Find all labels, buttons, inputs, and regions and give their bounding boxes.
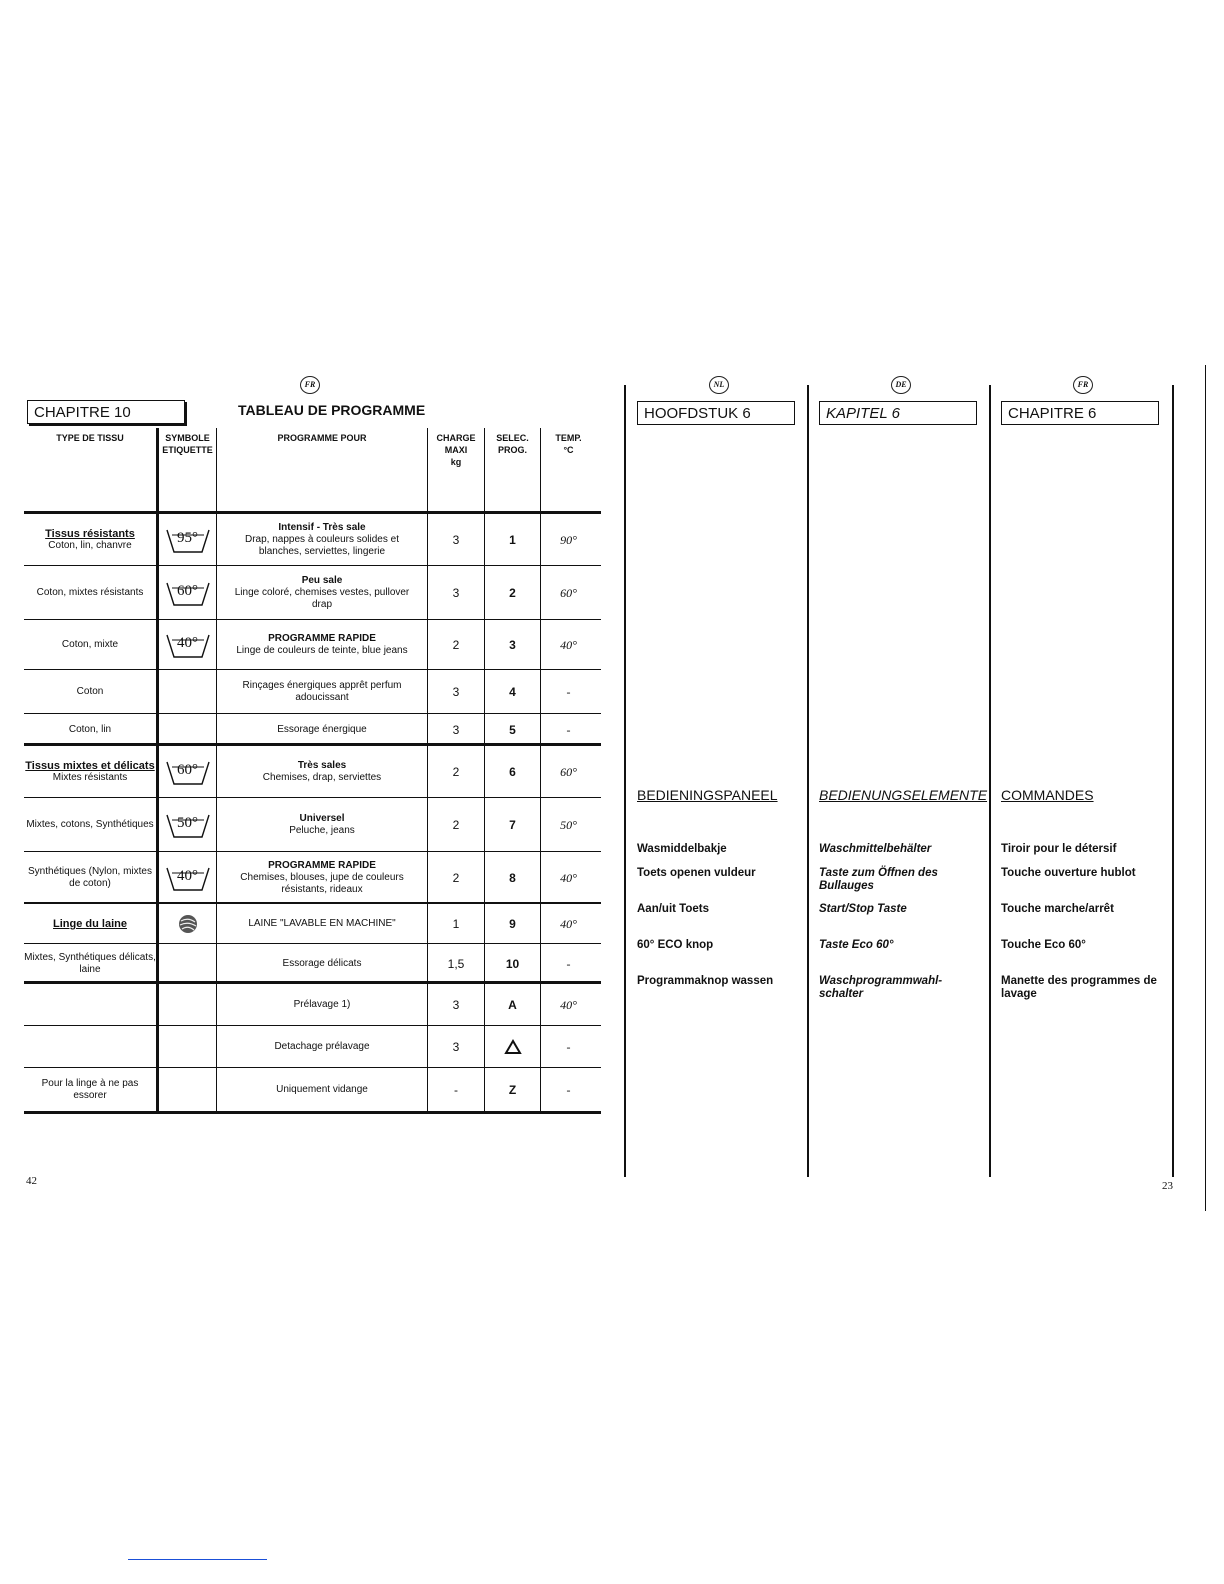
cell-temperature: - <box>566 957 571 971</box>
cell-care-symbol <box>159 746 216 798</box>
cell-programme <box>217 566 427 620</box>
control-item: Start/Stop Taste <box>819 903 907 915</box>
programme-description: Linge coloré, chemises vestes, pullover drap <box>234 587 410 610</box>
programme-description: Rinçages énergiques apprêt perfum adoucissant <box>242 680 402 703</box>
cell-temperature: 60° <box>560 765 577 779</box>
control-item: Taste zum Öffnen des Bullauges <box>819 867 938 892</box>
column-divider <box>1172 385 1174 1177</box>
cell-selector: A <box>508 998 517 1012</box>
fabric-type-text: Coton, mixte <box>61 639 119 650</box>
programme-title: Très sales <box>297 760 347 771</box>
programme-title: Intensif - Très sale <box>278 522 366 533</box>
control-item: Touche ouverture hublot <box>1001 867 1136 879</box>
cell-programme <box>217 798 427 852</box>
programme-title: PROGRAMME RAPIDE <box>268 633 376 644</box>
fabric-type-text: Coton, lin <box>68 724 112 735</box>
column-divider <box>807 385 809 1177</box>
cell-care-symbol <box>159 620 216 670</box>
cell-charge: 2 <box>452 765 460 779</box>
cell-charge: 2 <box>452 818 460 832</box>
cell-selector: 7 <box>509 818 516 832</box>
cell-temperature: 60° <box>560 586 577 600</box>
page-edge <box>1205 365 1206 1211</box>
header-programme: PROGRAMME POUR <box>277 433 367 443</box>
fabric-type-text: Coton, lin, chanvre <box>48 540 132 551</box>
footer-rule <box>128 1559 267 1560</box>
control-item: Wasmiddelbakje <box>637 843 727 855</box>
cell-fabric-type <box>24 984 156 1026</box>
chapter-label: CHAPITRE 10 <box>27 400 185 424</box>
cell-charge: 3 <box>452 586 460 600</box>
cell-programme <box>217 1026 427 1068</box>
cell-selector: 2 <box>509 586 516 600</box>
section-title: COMMANDES <box>1001 787 1094 803</box>
cell-fabric-type <box>24 620 156 670</box>
fabric-group-title: Linge du laine <box>53 918 127 930</box>
cell-temperature: 50° <box>560 818 577 832</box>
cell-charge: 3 <box>452 685 460 699</box>
cell-selector: 9 <box>509 917 516 931</box>
cell-selector: 8 <box>509 871 516 885</box>
cell-selector: 3 <box>509 638 516 652</box>
cell-charge: - <box>454 1082 458 1097</box>
cell-programme <box>217 514 427 566</box>
cell-fabric-type <box>24 566 156 620</box>
control-item: Tiroir pour le détersif <box>1001 843 1117 855</box>
cell-temperature: 40° <box>560 871 577 885</box>
cell-selector: Z <box>508 1082 517 1097</box>
cell-fabric-type <box>24 1026 156 1068</box>
cell-programme <box>217 852 427 904</box>
language-badge-fr: FR <box>1073 376 1093 394</box>
page-number-left: 42 <box>26 1175 37 1187</box>
chapter-label: KAPITEL 6 <box>819 401 977 425</box>
control-item: 60° ECO knop <box>637 939 714 951</box>
cell-programme <box>217 670 427 714</box>
programme-description: Chemises, drap, serviettes <box>262 772 382 783</box>
programme-description: Prélavage 1) <box>293 999 351 1010</box>
control-item: Manette des programmes de lavage <box>1001 975 1157 1000</box>
control-item: Taste Eco 60° <box>819 939 894 951</box>
programme-title: Peu sale <box>301 575 343 586</box>
cell-programme <box>217 620 427 670</box>
programme-title: Universel <box>299 813 345 824</box>
cell-temperature: 90° <box>560 533 577 547</box>
wash-tub-icon: 60° <box>166 759 210 785</box>
cell-fabric-type <box>24 904 156 944</box>
programme-description: Chemises, blouses, jupe de couleurs résistants, rideaux <box>240 872 404 895</box>
cell-charge: 3 <box>452 998 460 1012</box>
cell-programme <box>217 714 427 746</box>
cell-fabric-type <box>24 746 156 798</box>
cell-selector: 6 <box>509 765 516 779</box>
cell-care-symbol <box>159 904 216 944</box>
header-symbole: SYMBOLE ETIQUETTE <box>162 433 213 455</box>
cell-care-symbol <box>159 798 216 852</box>
cell-programme <box>217 904 427 944</box>
language-badge-fr: FR <box>300 376 320 394</box>
control-item: Touche marche/arrêt <box>1001 903 1114 915</box>
programme-description: Drap, nappes à couleurs solides et blanches, serviettes, lingerie <box>245 534 399 557</box>
programme-description: Linge de couleurs de teinte, blue jeans <box>236 645 408 656</box>
table-title: TABLEAU DE PROGRAMME <box>238 402 426 418</box>
cell-care-symbol <box>159 566 216 620</box>
cell-care-symbol <box>159 1068 216 1111</box>
cell-charge: 3 <box>452 533 460 547</box>
programme-title: PROGRAMME RAPIDE <box>268 860 376 871</box>
cell-charge: 1 <box>452 917 460 931</box>
cell-selector: 5 <box>509 723 516 737</box>
cell-fabric-type <box>24 514 156 566</box>
programme-description: Essorage énergique <box>277 724 367 735</box>
table-bottom-rule <box>24 1111 601 1114</box>
cell-care-symbol <box>159 944 216 984</box>
fabric-type-text: Mixtes, cotons, Synthétiques <box>26 819 154 830</box>
fabric-type-text: Coton <box>76 686 104 697</box>
column-divider <box>624 385 626 1177</box>
control-item: Programmaknop wassen <box>637 975 774 987</box>
control-item: Waschprogrammwahl-schalter <box>819 975 943 1000</box>
cell-care-symbol <box>159 714 216 746</box>
fabric-type-text: Synthétiques (Nylon, mixtes de coton) <box>28 866 152 889</box>
cell-programme <box>217 746 427 798</box>
page-number-right: 23 <box>1162 1180 1173 1192</box>
cell-charge: 3 <box>452 723 460 737</box>
chapter-label: CHAPITRE 6 <box>1001 401 1159 425</box>
fabric-type-text: Mixtes, Synthétiques délicats, laine <box>24 952 156 975</box>
cell-care-symbol <box>159 852 216 904</box>
cell-charge: 1,5 <box>447 957 465 971</box>
header-charge: CHARGE MAXI kg <box>436 433 476 467</box>
cell-temperature: 40° <box>560 998 577 1012</box>
fabric-type-text: Mixtes résistants <box>52 772 128 783</box>
programme-description: Essorage délicats <box>282 958 362 969</box>
programme-description: LAINE "LAVABLE EN MACHINE" <box>248 918 396 929</box>
fabric-type-text: Coton, mixtes résistants <box>36 587 144 598</box>
fabric-type-text: Pour la linge à ne pas essorer <box>41 1077 139 1101</box>
cell-temperature: - <box>566 685 571 699</box>
stain-triangle-icon <box>504 1039 522 1055</box>
cell-programme <box>217 944 427 984</box>
cell-selector: 10 <box>505 957 520 971</box>
cell-fabric-type <box>24 714 156 746</box>
cell-fabric-type <box>24 798 156 852</box>
control-item: Aan/uit Toets <box>637 903 709 915</box>
wash-tub-icon: 40° <box>166 632 210 658</box>
cell-care-symbol <box>159 1026 216 1068</box>
column-divider <box>989 385 991 1177</box>
fabric-group-title: Tissus résistants <box>45 528 135 540</box>
control-item: Toets openen vuldeur <box>637 867 756 879</box>
programme-description: Detachage prélavage <box>274 1041 370 1052</box>
cell-care-symbol <box>159 984 216 1026</box>
fabric-group-title: Tissus mixtes et délicats <box>25 760 155 772</box>
cell-programme <box>217 1068 427 1111</box>
cell-temperature: - <box>566 723 571 737</box>
cell-care-symbol <box>159 514 216 566</box>
cell-temperature: - <box>566 1082 571 1097</box>
programme-description: Uniquement vidange <box>276 1083 368 1095</box>
cell-fabric-type <box>24 852 156 904</box>
header-type: TYPE DE TISSU <box>56 433 124 443</box>
header-selec: SELEC. PROG. <box>496 433 529 455</box>
cell-charge: 3 <box>452 1040 460 1054</box>
cell-charge: 2 <box>452 871 460 885</box>
cell-charge: 2 <box>452 638 460 652</box>
cell-temperature: - <box>566 1040 571 1054</box>
cell-selector: 4 <box>509 685 516 699</box>
cell-fabric-type <box>24 670 156 714</box>
cell-selector <box>485 1026 540 1068</box>
cell-fabric-type <box>24 944 156 984</box>
programme-description: Peluche, jeans <box>289 825 355 836</box>
wash-tub-icon: 40° <box>166 865 210 891</box>
control-item: Waschmittelbehälter <box>819 843 932 855</box>
cell-temperature: 40° <box>560 917 577 931</box>
header-temp: TEMP. °C <box>555 433 582 455</box>
cell-care-symbol <box>159 670 216 714</box>
language-badge-de: DE <box>891 376 911 394</box>
wash-tub-icon: 50° <box>166 812 210 838</box>
control-item: Touche Eco 60° <box>1001 939 1086 951</box>
cell-programme <box>217 984 427 1026</box>
language-badge-nl: NL <box>709 376 729 394</box>
section-title: BEDIENUNGSELEMENTE <box>819 787 988 803</box>
wash-tub-icon: 60° <box>166 580 210 606</box>
cell-fabric-type <box>24 1068 156 1111</box>
chapter-label: HOOFDSTUK 6 <box>637 401 795 425</box>
cell-temperature: 40° <box>560 638 577 652</box>
wash-tub-icon: 95° <box>166 527 210 553</box>
section-title: BEDIENINGSPANEEL <box>637 787 778 803</box>
cell-selector: 1 <box>509 533 516 547</box>
wool-ball-icon <box>177 913 199 935</box>
